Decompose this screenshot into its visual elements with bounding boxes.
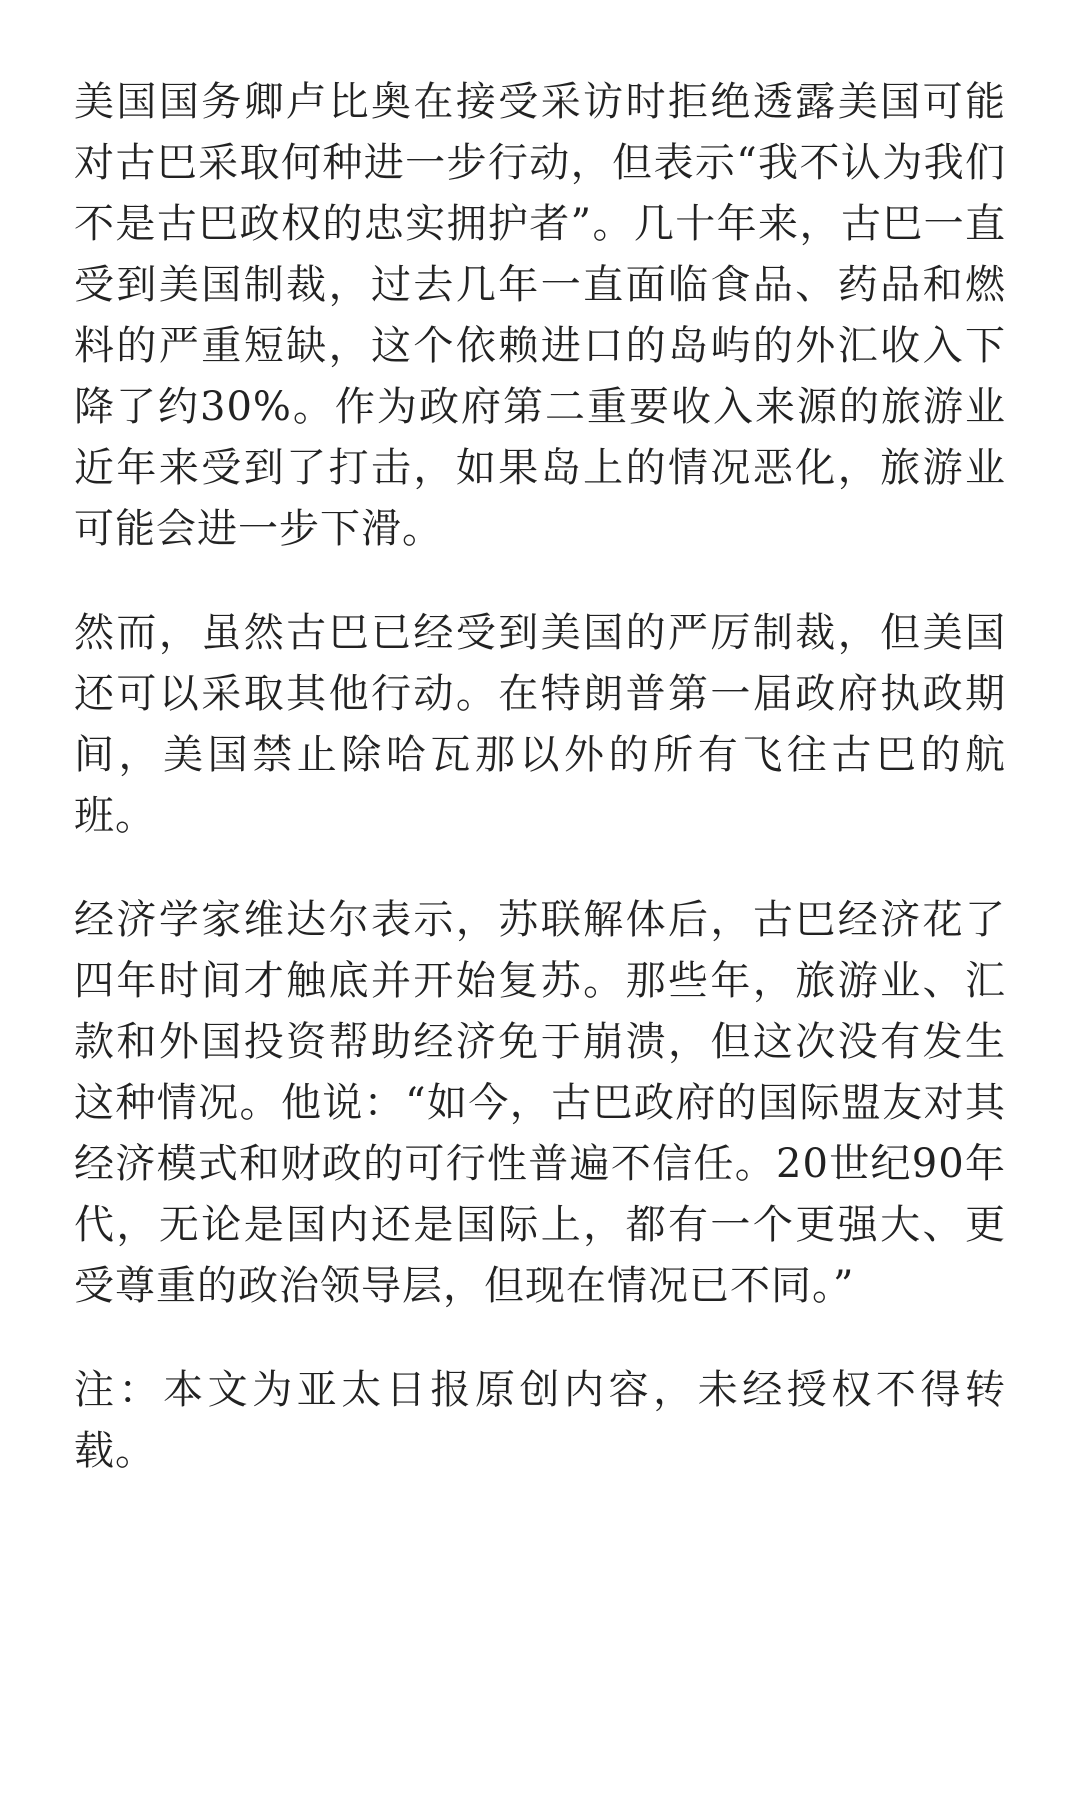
article-paragraph-1: 美国国务卿卢比奥在接受采访时拒绝透露美国可能对古巴采取何种进一步行动，但表示“我不认为我们不是古巴政权的忠实拥护者”。几十年来，古巴一直受到美国制裁，过去几年一直面临食品、药品和燃料的严重短缺，这个依赖进口的岛屿的外汇收入下降了约30%。作为政府第二重要收入来源的旅游业近年来受到了打击，如果岛上的情况恶化，旅游业可能会进一步下滑。 <box>74 79 1006 552</box>
article-paragraph-3: 经济学家维达尔表示，苏联解体后，古巴经济花了四年时间才触底并开始复苏。那些年，旅游业、汇款和外国投资帮助经济免于崩溃，但这次没有发生这种情况。他说：“如今，古巴政府的国际盟友对其经济模式和财政的可行性普遍不信任。20世纪90年代，无论是国内还是国际上，都有一个更强大、更受尊重的政治领导层，但现在情况已不同。” <box>74 897 1006 1309</box>
copyright-note: 注：本文为亚太日报原创内容，未经授权不得转载。 <box>74 1367 1006 1474</box>
article-paragraph-2: 然而，虽然古巴已经受到美国的严厉制裁，但美国还可以采取其他行动。在特朗普第一届政府执政期间，美国禁止除哈瓦那以外的所有飞往古巴的航班。 <box>74 610 1006 839</box>
article-body <box>74 72 1006 1482</box>
